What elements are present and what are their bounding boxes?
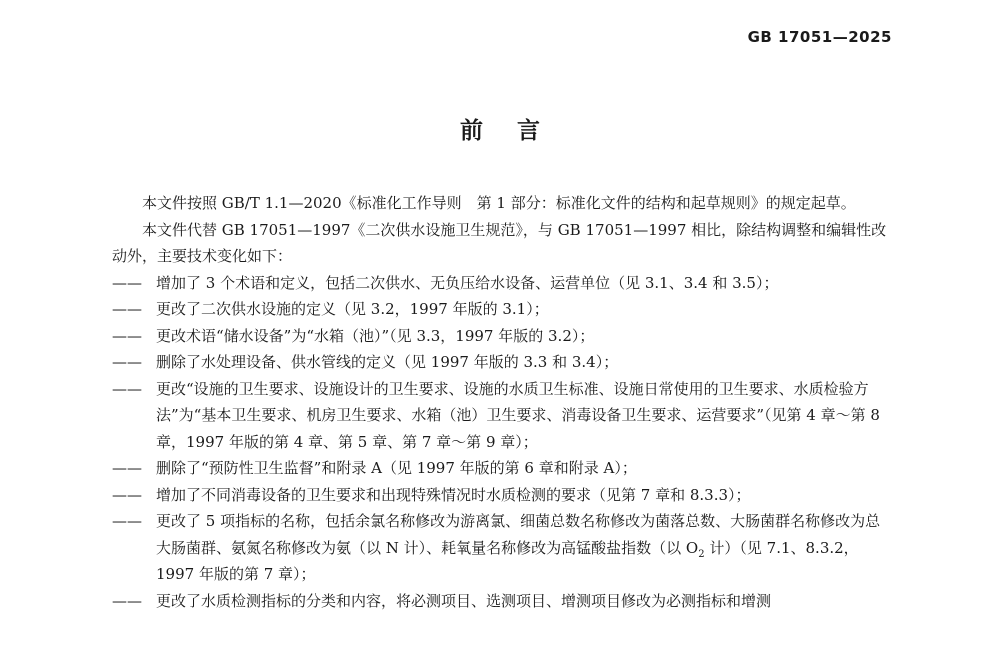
change-item xyxy=(112,588,892,615)
change-item xyxy=(112,270,892,297)
list-dash: —— xyxy=(112,273,142,292)
change-item xyxy=(112,323,892,350)
list-dash: —— xyxy=(112,591,142,610)
change-item-text: 更改术语“储水设备”为“水箱（池）”（见 3.3，1997 年版的 3.2）； xyxy=(156,326,595,345)
list-dash: —— xyxy=(112,300,142,318)
document-body xyxy=(112,190,892,614)
change-item xyxy=(112,455,892,482)
change-item xyxy=(112,482,892,509)
change-item-text: 更改了二次供水设施的定义（见 3.2，1997 年版的 3.1）； xyxy=(156,300,549,318)
change-item-text: 更改了 5 项指标的名称，包括余氯名称修改为游离氯、细菌总数名称修改为菌落总数、大肠菌群名称修改为总大肠菌群、氨氮名称修改为氨（以 N 计）、耗氧量名称修改为高锰酸盐指数（以 O xyxy=(156,512,881,557)
list-dash: —— xyxy=(112,459,142,477)
page-title: 前言 xyxy=(460,118,574,144)
change-item-text: 更改了水质检测指标的分类和内容，将必测项目、选测项目、增测项目修改为必测指标和增测 xyxy=(156,591,772,610)
list-dash: —— xyxy=(112,485,142,504)
list-dash: —— xyxy=(112,326,142,345)
change-item xyxy=(112,349,892,376)
list-dash: —— xyxy=(112,512,142,530)
change-item xyxy=(112,296,892,323)
change-item xyxy=(112,376,892,456)
list-dash: —— xyxy=(112,353,142,371)
standard-code: GB 17051—2025 xyxy=(747,28,892,46)
change-item-text: 增加了 3 个术语和定义，包括二次供水、无负压给水设备、运营单位（见 3.1、3.4 和 3.5）； xyxy=(156,273,779,292)
change-item-text: 增加了不同消毒设备的卫生要求和出现特殊情况时水质检测的要求（见第 7 章和 8.3.3）； xyxy=(156,485,751,504)
change-item-text: 更改“设施的卫生要求、设施设计的卫生要求、设施的水质卫生标准、设施日常使用的卫生要求、水质检验方法”为“基本卫生要求、机房卫生要求、水箱（池）卫生要求、消毒设备卫生要求、运营要求”（见第 4 章～第 8 章，1997 年版的第 4 章、第 5 章、第 7 章～第 9 章）； xyxy=(156,379,880,451)
change-item-text: 删除了水处理设备、供水管线的定义（见 1997 年版的 3.3 和 3.4）； xyxy=(156,353,619,371)
subscript-two: 2 xyxy=(698,548,705,560)
change-item-text: 删除了“预防性卫生监督”和附录 A（见 1997 年版的第 6 章和附录 A）； xyxy=(156,459,637,477)
change-item xyxy=(112,508,892,588)
change-item-text-tail: 计）（见 7.1、8.3.2，1997 年版的第 7 章）； xyxy=(156,538,859,583)
paragraph-replacement: 本文件代替 GB 17051—1997《二次供水设施卫生规范》，与 GB 17051—1997 相比，除结构调整和编辑性改动外，主要技术变化如下： xyxy=(112,220,887,265)
list-dash: —— xyxy=(112,379,142,398)
paragraph-drafting-basis: 本文件按照 GB/T 1.1—2020《标准化工作导则 第 1 部分：标准化文件的结构和起草规则》的规定起草。 xyxy=(142,194,856,212)
